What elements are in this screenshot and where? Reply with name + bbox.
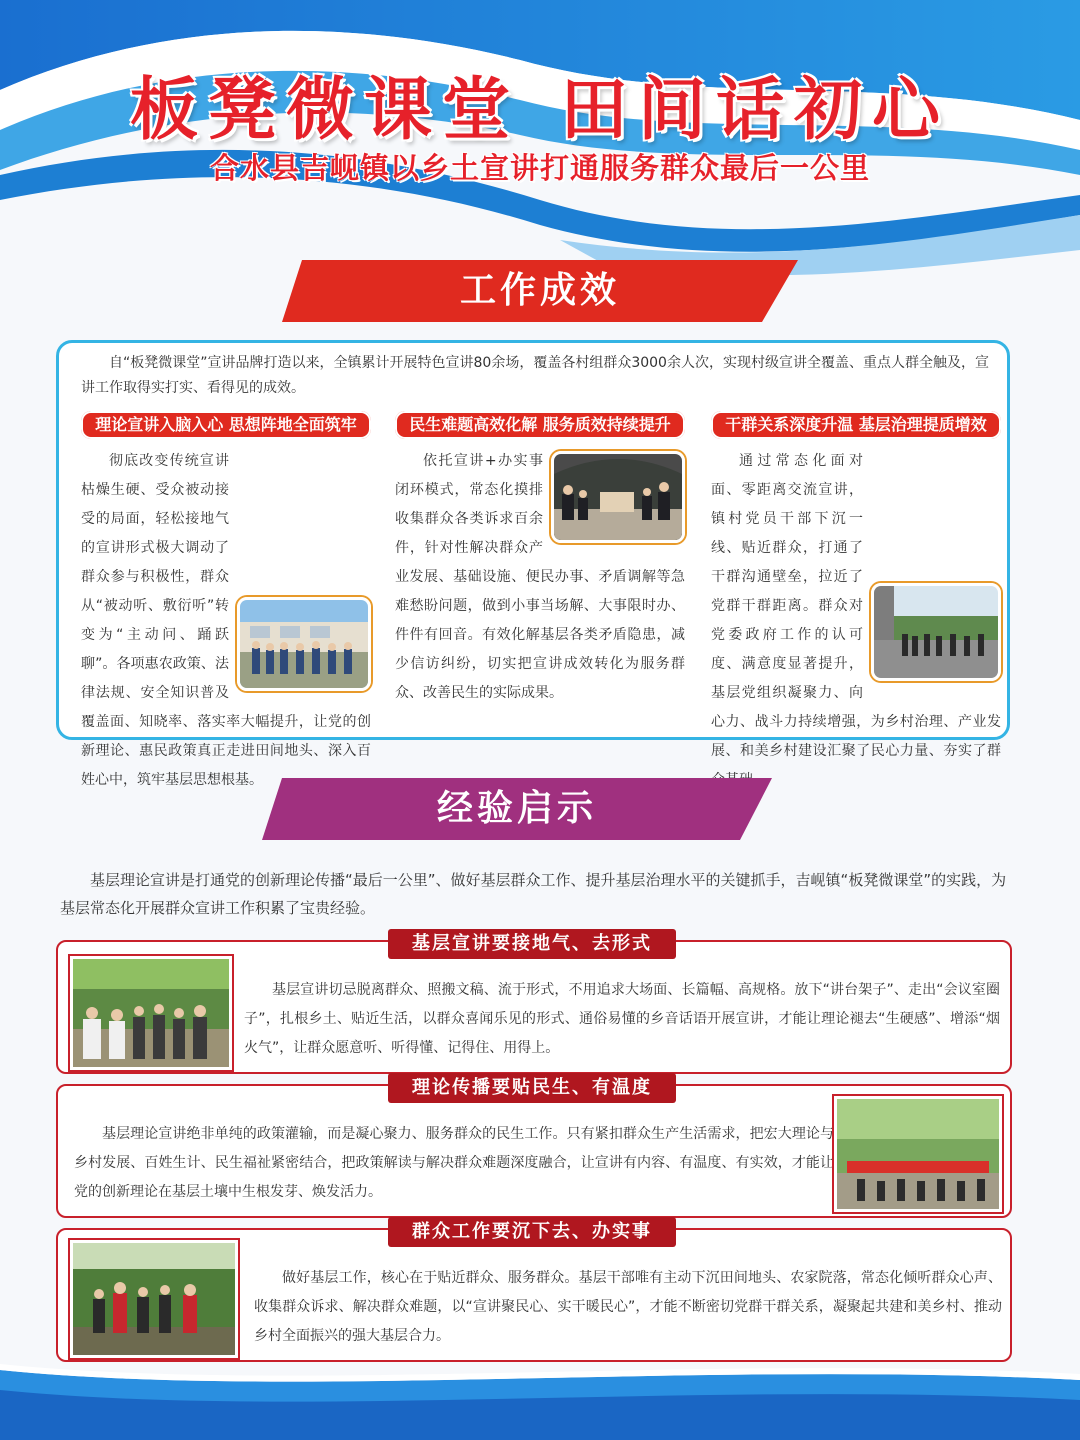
section-heading-lessons [262, 778, 772, 840]
lessons-intro: 基层理论宣讲是打通党的创新理论传播“最后一公里”、做好基层群众工作、提升基层治理水平的关键抓手，吉岘镇“板凳微课堂”的实践，为基层常态化开展群众宣讲工作积累了宝贵经验。 [60, 871, 1007, 917]
photo-orchard-visit [70, 1240, 238, 1358]
results-column-2-body [395, 447, 685, 708]
results-column-2-text: 依托宣讲+办实事闭环模式，常态化摸排收集群众各类诉求百余件，针对性解决群众产业发展、基础设施、便民办事、矛盾调解等急难愁盼问题，做到小事当场解、大事限时办、件件有回音。有效化解基层各类矛盾隐患，减少信访纠纷，切实把宣讲成效转化为服务群众、改善民生的实际成果。 [395, 453, 685, 701]
section-heading-results [282, 260, 798, 322]
results-column-1 [81, 411, 371, 788]
lesson-card-2-title: 理论传播要贴民生、有温度 [388, 1073, 676, 1103]
results-column-1-body [81, 447, 371, 795]
results-column-3-body [711, 447, 1001, 795]
poster-subtitle: 合水县吉岘镇以乡土宣讲打通服务群众最后一公里 [209, 151, 870, 185]
results-column-3-text: 通过常态化面对面、零距离交流宣讲，镇村党员干部下沉一线、贴近群众，打通了干群沟通壁垒，拉近了党群干群距离。群众对党委政府工作的认可度、满意度显著提升，基层党组织凝聚力、向心力、战斗力持续增强，为乡村治理、产业发展、和美乡村建设汇聚了民心力量、夯实了群 [711, 453, 1001, 759]
section-heading-lessons-label: 经验启示 [436, 788, 597, 829]
lesson-card-3-text: 做好基层工作，核心在于贴近群众、服务群众。基层干部唯有主动下沉田间地头、农家院落，常态化倾听群众心声、收集群众诉求、解决群众难题，以“宣讲聚民心、实干暖民心”，才能不断密切党群干群关系，凝聚起共建和美乡村、推动乡村全面振兴的强大基层合力。 [254, 1270, 1002, 1344]
photo-lecture-crowd [237, 597, 371, 691]
lesson-card-1-text: 基层宣讲切忌脱离群众、照搬文稿、流于形式，不用追求大场面、长篇幅、高规格。放下“讲台架子”、走出“会议室圈子”，扎根乡土、贴近生活，以群众喜闻乐见的形式、通俗易懂的乡音话语开展宣讲，才能让理论褪去“生硬感”、增添“烟火气”，让群众愿意听、听得懂、记得住、用得上。 [244, 982, 1000, 1056]
photo-tent-meeting [551, 451, 685, 543]
results-column-1-text: 彻底改变传统宣讲枯燥生硬、受众被动接受的局面，轻松接地气的宣讲形式极大调动了群众参与积极性，群众从“被动听、敷衍听”转变为“主动问、踊跃聊”。各项惠农政策、法律法规、安全知识普及覆盖面、知晓率、落实率大幅提升，让党的创新理论、惠民政策真正走进田间地头、深入百姓心中，筑牢基层思想根基。 [81, 453, 371, 788]
lesson-card-3-title: 群众工作要沉下去、办实事 [388, 1217, 676, 1247]
results-column-3-title: 干群关系深度升温 基层治理提质增效 [711, 411, 1001, 439]
results-intro: 自“板凳微课堂”宣讲品牌打造以来，全镇累计开展特色宣讲80余场，覆盖各村组群众3000余人次，实现村级宣讲全覆盖、重点人群全触及，宣讲工作取得实打实、看得见的成效。 [81, 355, 989, 396]
poster-title-part2: 田间话初心 [560, 71, 951, 150]
poster-title [0, 56, 1080, 153]
section-heading-results-label: 工作成效 [459, 270, 620, 311]
results-panel [56, 340, 1010, 788]
footer-wave-background [0, 1360, 1080, 1440]
lesson-card-3 [56, 1221, 1012, 1362]
lesson-card-1-title: 基层宣讲要接地气、去形式 [388, 929, 676, 959]
results-column-2 [395, 411, 685, 731]
results-column-1-title: 理论宣讲入脑入心 思想阵地全面筑牢 [81, 411, 371, 439]
results-column-2-title: 民生难题高效化解 服务质效持续提升 [395, 411, 685, 439]
results-column-3 [711, 411, 1001, 759]
photo-outdoor-crowd [70, 956, 232, 1070]
lesson-card-1 [56, 933, 1012, 1074]
lesson-card-2 [56, 1077, 1012, 1218]
photo-banner-event [834, 1096, 1002, 1212]
poster-title-part1: 板凳微课堂 [129, 71, 520, 150]
photo-village-gathering [871, 583, 1001, 681]
lesson-card-2-text: 基层理论宣讲绝非单纯的政策灌输，而是凝心聚力、服务群众的民生工作。只有紧扣群众生产生活需求，把宏大理论与乡村发展、百姓生计、民生福祉紧密结合，把政策解读与解决群众难题深度融合，让宣讲有内容、有温度、有实效，才能让党的创新理论在基层土壤中生根发芽、焕发活力。 [74, 1126, 834, 1200]
